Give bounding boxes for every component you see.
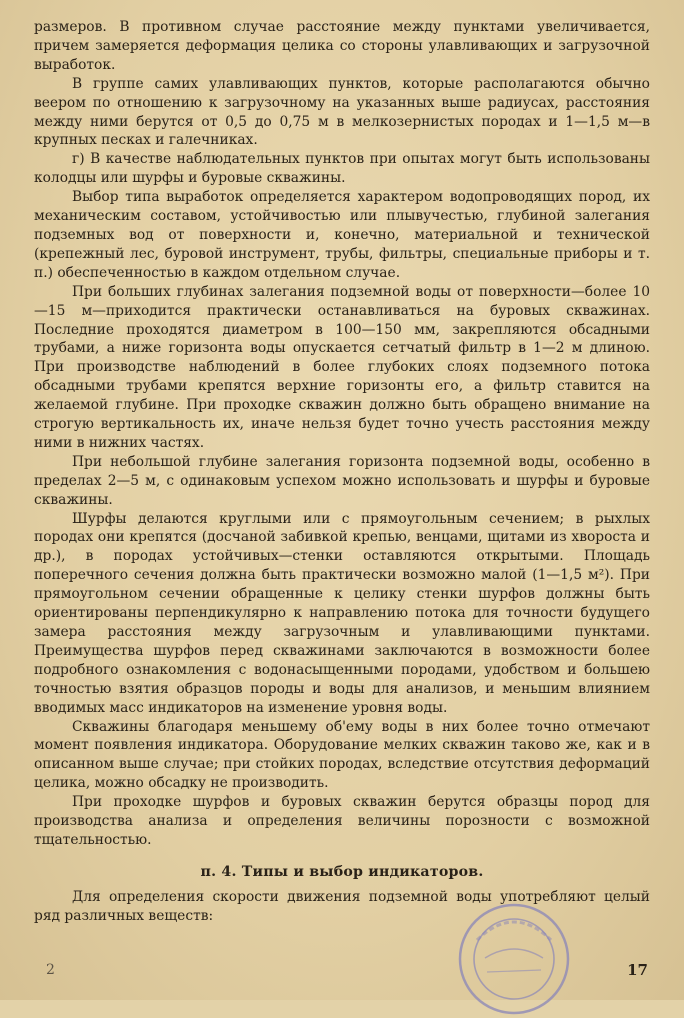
paragraph: При проходке шурфов и буровых скважин берутся образцы пород для производства анализа и определения величины порозности с возможной тщательностью. <box>34 794 650 848</box>
page-number: 17 <box>627 961 648 979</box>
paragraph: Выбор типа выработок определяется характером водопроводящих пород, их механическим составом, устойчивостью или плывучестью, глубиной залегания подземных вод от поверхности и, конечно, материальной и технической (крепежный лес, буровой инструмент, трубы, фильтры, специальные приборы и т. п.) обеспеченностью в каждом отдельном случае. <box>34 189 650 281</box>
section-heading: п. 4. Типы и выбор индикаторов. <box>200 863 484 880</box>
signature-mark: 2 <box>46 962 55 978</box>
main-text <box>34 18 650 850</box>
paragraph: Для определения скорости движения подземной воды употребляют целый ряд различных веществ: <box>34 888 650 924</box>
paragraph: Скважины благодаря меньшему об'ему воды в них более точно отмечают момент появления индикатора. Оборудование мелких скважин таково же, как и в описанном выше случае; при стойких породах, вследствие отсутствия деформаций целика, можно обсадку не производить. <box>34 718 650 792</box>
paragraph: г) В качестве наблюдательных пунктов при опытах могут быть использованы колодцы или шурфы и буровые скважины. <box>34 151 650 187</box>
paragraph: Шурфы делаются круглыми или с прямоугольным сечением; в рыхлых породах они крепятся (досчаной забивкой крепью, венцами, щитами из хвороста и др.), в породах устойчивых—стенки оставляются открытыми. Площадь поперечного сечения должна быть практически возможно малой (1—1,5 м²). При прямоугольном сечении обращенные к целику стенки шурфов должны быть ориентированы перпендикулярно к направлению потока для точности будущего замера расстояния между загрузочным и улавливающими пунктами. Преимущества шурфов перед скважинами заключаются в возможности более подробного ознакомления с водонасыщенными породами, удобством и большею точностью взятия образцов породы и воды для анализов, и меньшим влиянием вводимых масс индикаторов на изменение уровня воды. <box>34 510 650 716</box>
library-stamp <box>455 900 573 1018</box>
paragraph: При небольшой глубине залегания горизонта подземной воды, особенно в пределах 2—5 м, с одинаковым успехом можно использовать и шурфы и буровые скважины. <box>34 453 650 508</box>
paragraph: В группе самих улавливающих пунктов, которые располагаются обычно веером по отношению к загрузочному на указанных выше радиусах, расстояния между ними берутся от 0,5 до 0,75 м в мелкозернистых породах и 1—1,5 м—в крупных песках и галечниках. <box>34 75 650 149</box>
paragraph: размеров. В противном случае расстояние между пунктами увеличивается, причем замеряется деформация целика со стороны улавливающих и загрузочной выработок. <box>34 19 650 73</box>
paragraph: При больших глубинах залегания подземной воды от поверхности—более 10—15 м—приходится практически останавливаться на буровых скважинах. Последние проходятся диаметром в 100—150 мм, закрепляются обсадными трубами, а ниже горизонта воды опускается сетчатый фильтр в 1—2 м длиною. При производстве наблюдений в более глубоких слоях подземного потока обсадными трубами крепятся верхние горизонты его, а фильтр ставится на желаемой глубине. При проходке скважин должно быть обращено внимание на строгую вертикальность их, иначе нельзя будет точно учесть расстояния между ними в нижних частях. <box>34 283 650 451</box>
